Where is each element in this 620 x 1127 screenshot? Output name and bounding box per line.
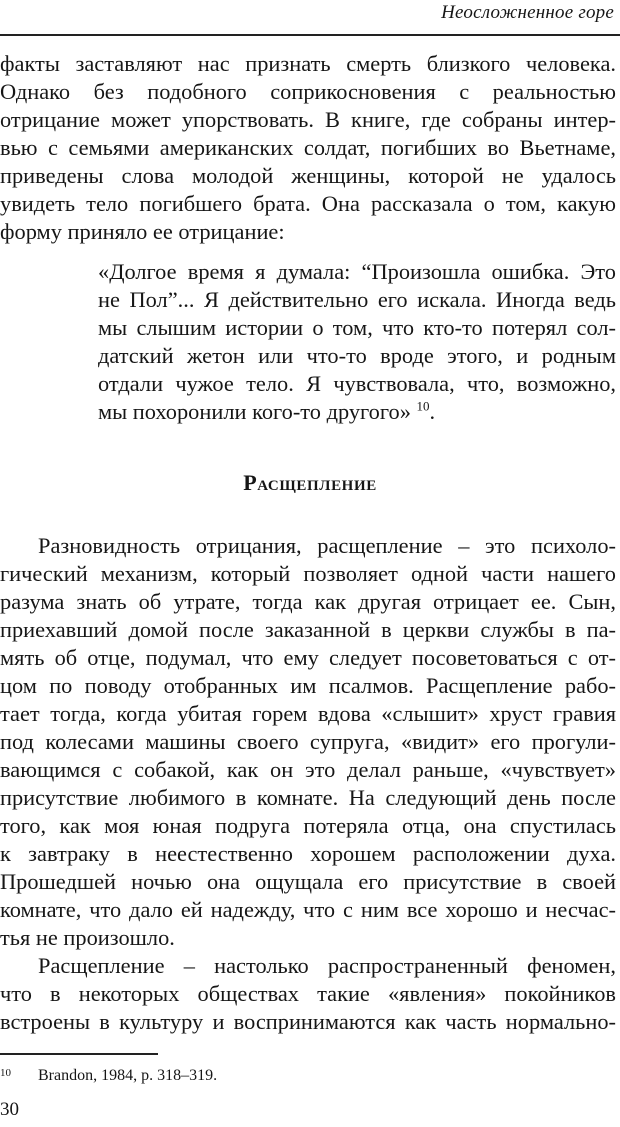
text-line: мять об отце, подумал, что ему следует посоветоваться с от- (0, 645, 616, 670)
text-line: вью с семьями американских солдат, погибших во Вьетнаме, (0, 135, 616, 160)
text-line: тья не произошло. (0, 925, 175, 950)
text-line: увидеть тело погибшего брата. Она рассказала о том, какую (0, 191, 616, 216)
quote-line: «Долгое время я думала: “Произошла ошибка. Это (98, 259, 616, 284)
footnote (0, 1066, 217, 1086)
quote-line: датский жетон или что-то вроде этого, и родным (98, 343, 616, 368)
quote-line: отдали чужое тело. Я чувствовала, что, возможно, (98, 371, 616, 396)
text-line: присутствие любимого в комнате. На следующий день после (0, 785, 616, 810)
text-line: отрицание может упорствовать. В книге, где собраны интер- (0, 107, 616, 132)
header-rule (0, 34, 620, 36)
text-line: цом по поводу отобранных им псалмов. Расщепление рабо- (0, 673, 616, 698)
quote-line: не Пол”... Я действительно его искала. Иногда ведь (98, 287, 616, 312)
text-line: приехавший домой после заказанной в церкви службы в па- (0, 617, 616, 642)
text-line: что в некоторых обществах такие «явления» покойников (0, 981, 616, 1006)
text-line: Разновидность отрицания, расщепление – это психоло- (38, 533, 616, 558)
text-line: тает тогда, когда убитая горем вдова «слышит» хруст гравия (0, 701, 616, 726)
running-head: Неосложненное горе (441, 2, 614, 23)
footnote-number: 10 (0, 1067, 11, 1079)
text-line: того, как моя юная подруга потеряла отца, она спустилась (0, 813, 616, 838)
text-line: гический механизм, который позволяет одной части нашего (0, 561, 616, 586)
quote-line-last (98, 398, 616, 426)
section-heading: Расщепление (243, 470, 377, 495)
page-number: 30 (0, 1099, 19, 1120)
text-line: разума знать об утрате, тогда как другая отрицает ее. Сын, (0, 589, 616, 614)
text-line: к завтраку в неестественно хорошем расположении духа. (0, 841, 616, 866)
footnote-reference: 10 (416, 398, 430, 414)
text-line: факты заставляют нас признать смерть близкого человека. (0, 51, 616, 76)
text-line: приведены слова молодой женщины, которой не удалось (0, 163, 616, 188)
quote-line: мы слышим истории о том, что кто-то потерял сол- (98, 315, 616, 340)
quote-text: мы похоронили кого-то другого» (98, 399, 411, 424)
footnote-text: Brandon, 1984, p. 318–319. (38, 1067, 218, 1084)
quote-end-punctuation: . (429, 399, 436, 424)
text-line: Прошедшей ночью она ощущала его присутствие в своей (0, 869, 616, 894)
text-line: комнате, что дало ей надежду, что с ним все хорошо и несчас- (0, 897, 616, 922)
footnote-rule (0, 1053, 158, 1055)
text-line: форму приняло ее отрицание: (0, 219, 285, 244)
text-line: Расщепление – настолько распространенный феномен, (38, 953, 616, 978)
text-line: вающимся с собакой, как он это делал раньше, «чувствует» (0, 757, 616, 782)
text-line: встроены в культуру и воспринимаются как часть нормально- (0, 1009, 616, 1034)
text-line: Однако без подобного соприкосновения с реальностью (0, 79, 616, 104)
text-line: под колесами машины своего супруга, «видит» его прогули- (0, 729, 616, 754)
